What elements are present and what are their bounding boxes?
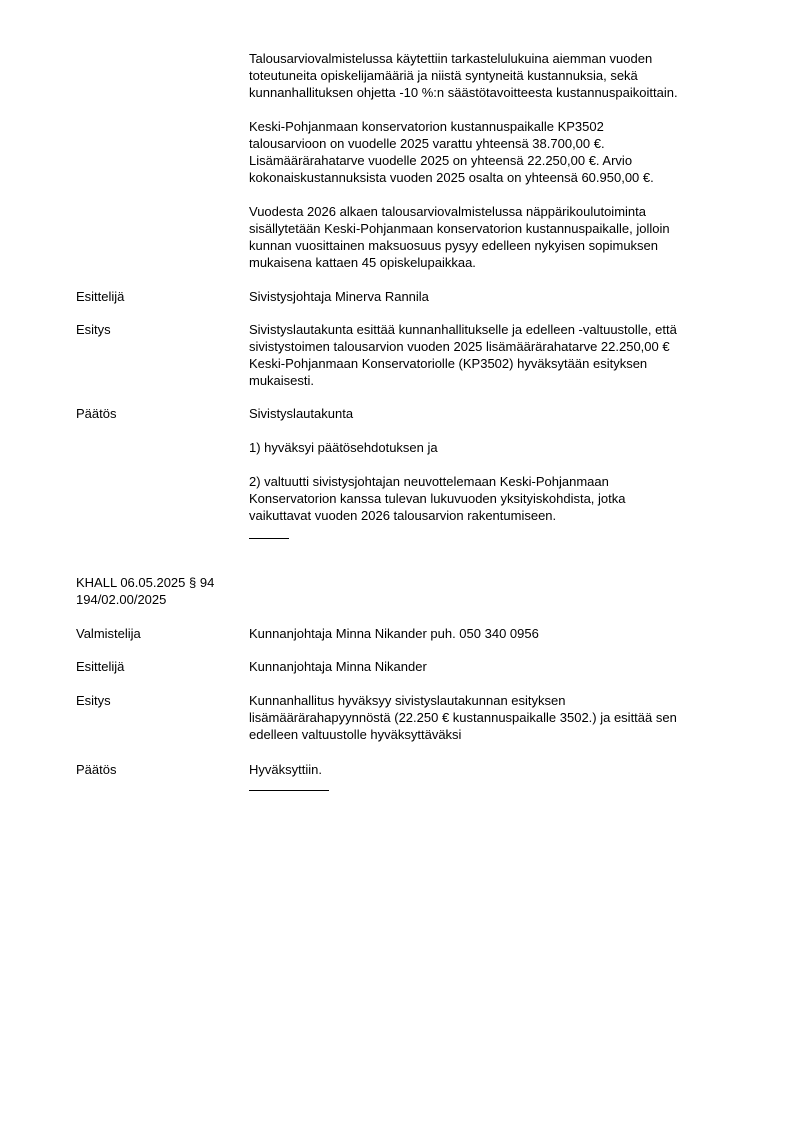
esitys-label: Esitys <box>76 322 111 337</box>
final-rule <box>249 790 329 791</box>
intro-paragraph-3: Vuodesta 2026 alkaen talousarviovalmistelussa näppärikoulutoiminta sisällytetään Keski-Pohjanmaan konservatorion kustannuspaikalle, jolloin kunnan vuosittainen maksuosuus pysyy edelleen nykyisen sopimuksen mukaisena kattaen 45 opiskelupaikkaa. <box>249 204 670 270</box>
paatos-label-2: Päätös <box>76 762 117 777</box>
paatos-value-2: Hyväksyttiin. <box>249 762 322 777</box>
esitys-value: Sivistyslautakunta esittää kunnanhallitukselle ja edelleen -valtuustolle, että sivistystoimen talousarvion vuoden 2025 lisämäärärahatarve 22.250,00 € Keski-Pohjanmaan Konservatoriolle (KP3502) hyväksytään esityksen mukaisesti. <box>249 322 677 388</box>
paatos-value: Sivistyslautakunta <box>249 406 354 421</box>
section-end-rule <box>249 538 289 539</box>
intro-paragraph-2: Keski-Pohjanmaan konservatorion kustannuspaikalle KP3502 talousarvioon on vuodelle 2025 varattu yhteensä 38.700,00 €. Lisämäärärahatarve vuodelle 2025 on yhteensä 22.250,00 €. Arvio kokonaiskustannuksista vuoden 2025 osalta on yhteensä 60.950,00 €. <box>249 119 654 185</box>
paatos-item-1: 1) hyväksyi päätösehdotuksen ja <box>249 440 438 455</box>
esittelija-value: Sivistysjohtaja Minerva Rannila <box>249 289 429 304</box>
paatos-label: Päätös <box>76 406 117 421</box>
valmistelija-value: Kunnanjohtaja Minna Nikander puh. 050 340 0956 <box>249 626 539 641</box>
esitys-label-2: Esitys <box>76 693 111 708</box>
esittelija-label-2: Esittelijä <box>76 659 125 674</box>
paatos-item-2: 2) valtuutti sivistysjohtajan neuvottelemaan Keski-Pohjanmaan Konservatorion kanssa tulevan lukuvuoden yksityiskohdista, jotka vaikuttavat vuoden 2026 talousarvion rakentumiseen. <box>249 474 626 523</box>
esitys-value-2: Kunnanhallitus hyväksyy sivistyslautakunnan esityksen lisämäärärahapyynnöstä (22.250 € kustannuspaikalle 3502.) ja esittää sen edelleen valtuustolle hyväksyttäväksi <box>249 693 677 742</box>
intro-paragraph-1: Talousarviovalmistelussa käytettiin tarkastelulukuina aiemman vuoden toteutuneita opiskelijamääriä ja niistä syntyneitä kustannuksia, sekä kunnanhallituksen ohjetta -10 %:n säästötavoitteesta kustannuspaikoittain. <box>249 51 678 100</box>
valmistelija-label: Valmistelija <box>76 626 141 641</box>
esittelija-label: Esittelijä <box>76 289 125 304</box>
khall-heading: KHALL 06.05.2025 § 94 194/02.00/2025 <box>76 575 215 607</box>
esittelija-value-2: Kunnanjohtaja Minna Nikander <box>249 659 427 674</box>
